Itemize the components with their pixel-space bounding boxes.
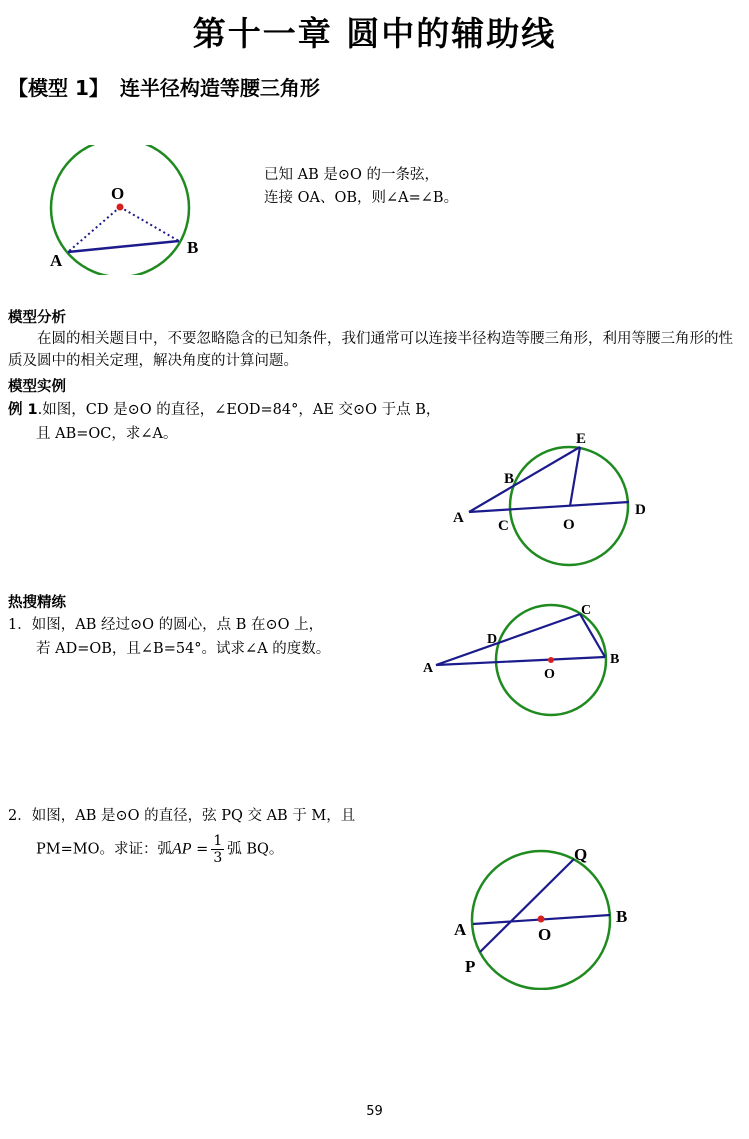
label-d: D xyxy=(635,502,646,518)
q2-fraction xyxy=(211,833,224,866)
label-b: B xyxy=(610,652,620,667)
label-a: A xyxy=(423,661,434,676)
label-q: Q xyxy=(574,845,588,864)
label-a: A xyxy=(50,251,63,270)
q2-eq: = xyxy=(196,841,209,858)
figure-practice-2 xyxy=(448,840,638,990)
q2-text-pre: PM=MO。求证：弧 xyxy=(36,841,172,858)
figure-example-1 xyxy=(445,425,665,575)
page-number: 59 xyxy=(366,1104,383,1119)
practice-q1-line1: 1．如图，AB 经过⊙O 的圆心，点 B 在⊙O 上， xyxy=(8,617,324,633)
label-e: E xyxy=(576,431,587,447)
radius-oe xyxy=(570,447,580,506)
figure1-desc-line2: 连接 OA、OB，则∠A=∠B。 xyxy=(264,190,459,206)
chord-ab xyxy=(68,241,179,252)
practice-q2-line1: 2．如图，AB 是⊙O 的直径，弦 PQ 交 AB 于 M，且 xyxy=(8,808,356,824)
line-ac xyxy=(436,614,580,665)
q2-numerator: 1 xyxy=(213,833,223,849)
example1-label: 例 1 xyxy=(8,402,38,418)
page-title: 第十一章 圆中的辅助线 xyxy=(192,14,557,53)
model-number: 【模型 1】 xyxy=(8,76,109,100)
label-b: B xyxy=(187,238,199,257)
radius-ob xyxy=(120,207,179,241)
center-point xyxy=(538,916,545,923)
q2-denominator: 3 xyxy=(213,850,223,866)
model-label: 连半径构造等腰三角形 xyxy=(119,76,320,100)
figure1-desc-line1: 已知 AB 是⊙O 的一条弦， xyxy=(264,167,439,183)
radius-oa xyxy=(68,207,120,252)
label-p: P xyxy=(465,957,476,976)
label-a: A xyxy=(453,510,464,526)
line-ae xyxy=(469,447,580,512)
line-ab xyxy=(436,657,605,665)
figure-model-1 xyxy=(40,145,210,275)
practice-heading: 热搜精练 xyxy=(8,595,66,611)
label-o: O xyxy=(544,667,555,682)
analysis-heading: 模型分析 xyxy=(8,310,66,326)
examples-heading: 模型实例 xyxy=(8,379,66,395)
chord-pq xyxy=(480,859,574,952)
analysis-text: 在圆的相关题目中，不要忽略隐含的已知条件，我们通常可以连接半径构造等腰三角形，利用等腰三角形的性质及圆中的相关定理，解决角度的计算问题。 xyxy=(8,331,733,369)
label-d: D xyxy=(487,632,498,647)
label-c: C xyxy=(581,603,592,618)
label-b: B xyxy=(504,471,515,487)
label-c: C xyxy=(498,518,509,534)
example1-line2: 且 AB=OC，求∠A。 xyxy=(36,426,178,442)
label-o: O xyxy=(538,925,552,944)
center-point xyxy=(117,204,124,211)
line-ad xyxy=(469,502,629,512)
practice-q2-line2 xyxy=(36,833,283,866)
example1-text1: .如图，CD 是⊙O 的直径，∠EOD=84°，AE 交⊙O 于点 B， xyxy=(37,402,441,418)
figure-practice-1 xyxy=(420,595,640,720)
model-heading xyxy=(8,72,320,101)
label-o: O xyxy=(111,184,125,203)
q2-arc-ap: AP xyxy=(172,840,192,858)
label-o: O xyxy=(563,517,575,533)
practice-q1-line2: 若 AD=OB，且∠B=54°。试求∠A 的度数。 xyxy=(36,641,331,657)
q2-text-post: 弧 BQ。 xyxy=(227,841,284,858)
label-a: A xyxy=(454,920,467,939)
label-b: B xyxy=(616,907,628,926)
center-point xyxy=(548,657,554,663)
example1-line1 xyxy=(8,399,440,421)
